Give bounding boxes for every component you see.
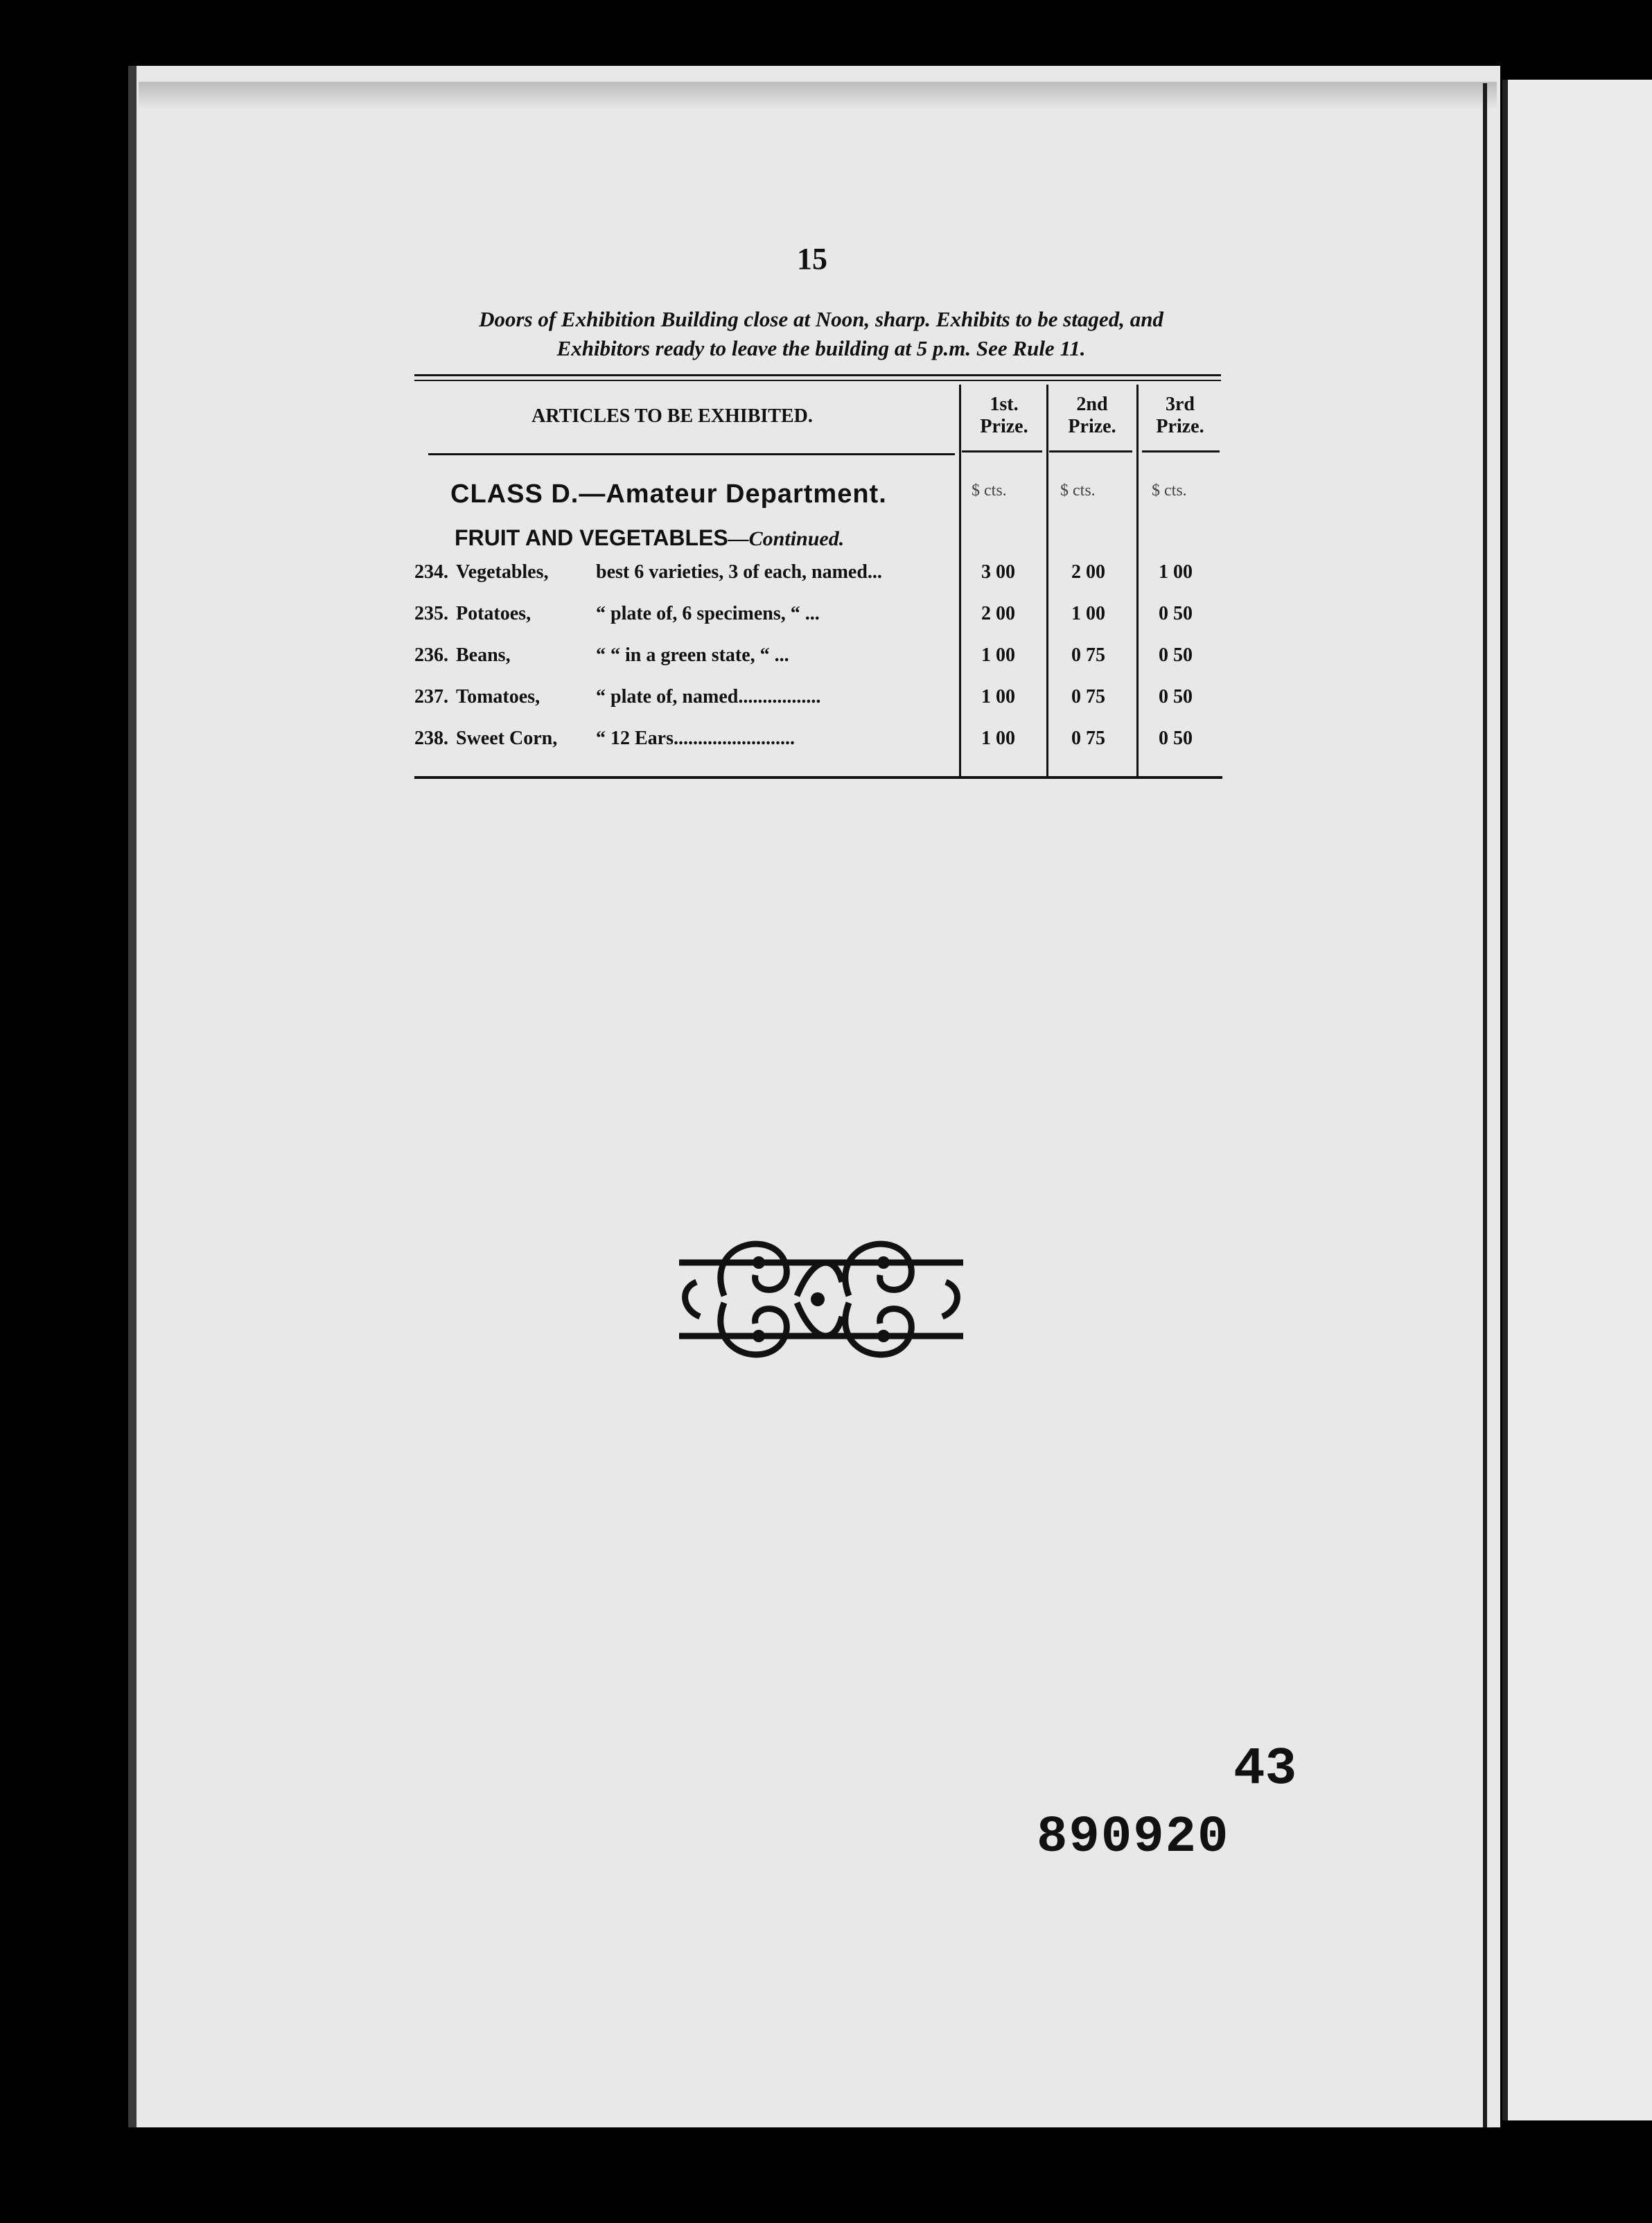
header-third-prize: 3rd Prize. <box>1156 394 1204 437</box>
row-first-prize: 1 00 <box>981 644 1015 666</box>
row-number: 236. <box>414 644 448 666</box>
row-description: “ plate of, 6 specimens, “ ... <box>596 603 820 624</box>
row-article: Potatoes, <box>456 603 531 624</box>
notice-line-2: Exhibitors ready to leave the building at 5 p.m. See Rule 11. <box>556 336 1086 360</box>
page-gutter <box>1483 83 1487 2127</box>
row-article: Sweet Corn, <box>456 728 558 749</box>
row-article: Tomatoes, <box>456 686 541 708</box>
table-top-rule <box>414 374 1221 376</box>
header-rule-third <box>1142 450 1220 452</box>
row-second-prize: 0 75 <box>1071 644 1105 666</box>
row-first-prize: 1 00 <box>981 686 1015 708</box>
section-subhead: FRUIT AND VEGETABLES—Continued. <box>455 525 845 550</box>
row-first-prize: 1 00 <box>981 728 1015 749</box>
header-first-prize: 1st. Prize. <box>980 394 1028 437</box>
facing-page <box>1502 80 1652 2120</box>
row-description: “ plate of, named................. <box>596 686 821 708</box>
currency-label-second: $ cts. <box>1060 482 1096 500</box>
table-row <box>414 686 1221 728</box>
currency-label-first: $ cts. <box>972 482 1007 500</box>
decorative-ornament <box>676 1213 967 1386</box>
table-row <box>414 561 1221 603</box>
row-description: “ “ in a green state, “ ... <box>596 644 789 666</box>
page-top-shadow <box>139 82 1497 109</box>
row-second-prize: 0 75 <box>1071 728 1105 749</box>
table-row <box>414 644 1221 686</box>
row-description: best 6 varieties, 3 of each, named... <box>596 561 882 583</box>
row-third-prize: 0 50 <box>1159 603 1193 624</box>
notice-line-1: Doors of Exhibition Building close at Noon, sharp. Exhibits to be staged, and <box>479 307 1163 331</box>
table-row <box>414 728 1221 769</box>
row-third-prize: 0 50 <box>1159 686 1193 708</box>
header-second-prize: 2nd Prize. <box>1068 394 1116 437</box>
row-number: 234. <box>414 561 448 583</box>
row-article: Beans, <box>456 644 511 666</box>
row-first-prize: 3 00 <box>981 561 1015 583</box>
row-number: 235. <box>414 603 448 624</box>
row-third-prize: 0 50 <box>1159 728 1193 749</box>
row-number: 237. <box>414 686 448 708</box>
header-rule-first <box>962 450 1042 452</box>
row-third-prize: 1 00 <box>1159 561 1193 583</box>
header-articles: ARTICLES TO BE EXHIBITED. <box>531 405 813 427</box>
currency-label-third: $ cts. <box>1152 482 1187 500</box>
row-article: Vegetables, <box>456 561 549 583</box>
page-number: 15 <box>797 242 827 276</box>
annotation-number: 43 <box>1233 1739 1297 1799</box>
header-rule-second <box>1049 450 1132 452</box>
row-number: 238. <box>414 728 448 749</box>
row-third-prize: 0 50 <box>1159 644 1193 666</box>
row-second-prize: 1 00 <box>1071 603 1105 624</box>
row-second-prize: 2 00 <box>1071 561 1105 583</box>
table-top-rule-2 <box>414 380 1221 381</box>
annotation-code: 890920 <box>1037 1809 1230 1867</box>
row-first-prize: 2 00 <box>981 603 1015 624</box>
row-second-prize: 0 75 <box>1071 686 1105 708</box>
class-title: CLASS D.—Amateur Department. <box>450 480 887 509</box>
row-description: “ 12 Ears......................... <box>596 728 795 749</box>
header-rule-articles <box>428 453 955 455</box>
table-bottom-rule <box>414 776 1222 779</box>
table-row <box>414 603 1221 644</box>
exhibition-notice <box>409 305 1233 363</box>
